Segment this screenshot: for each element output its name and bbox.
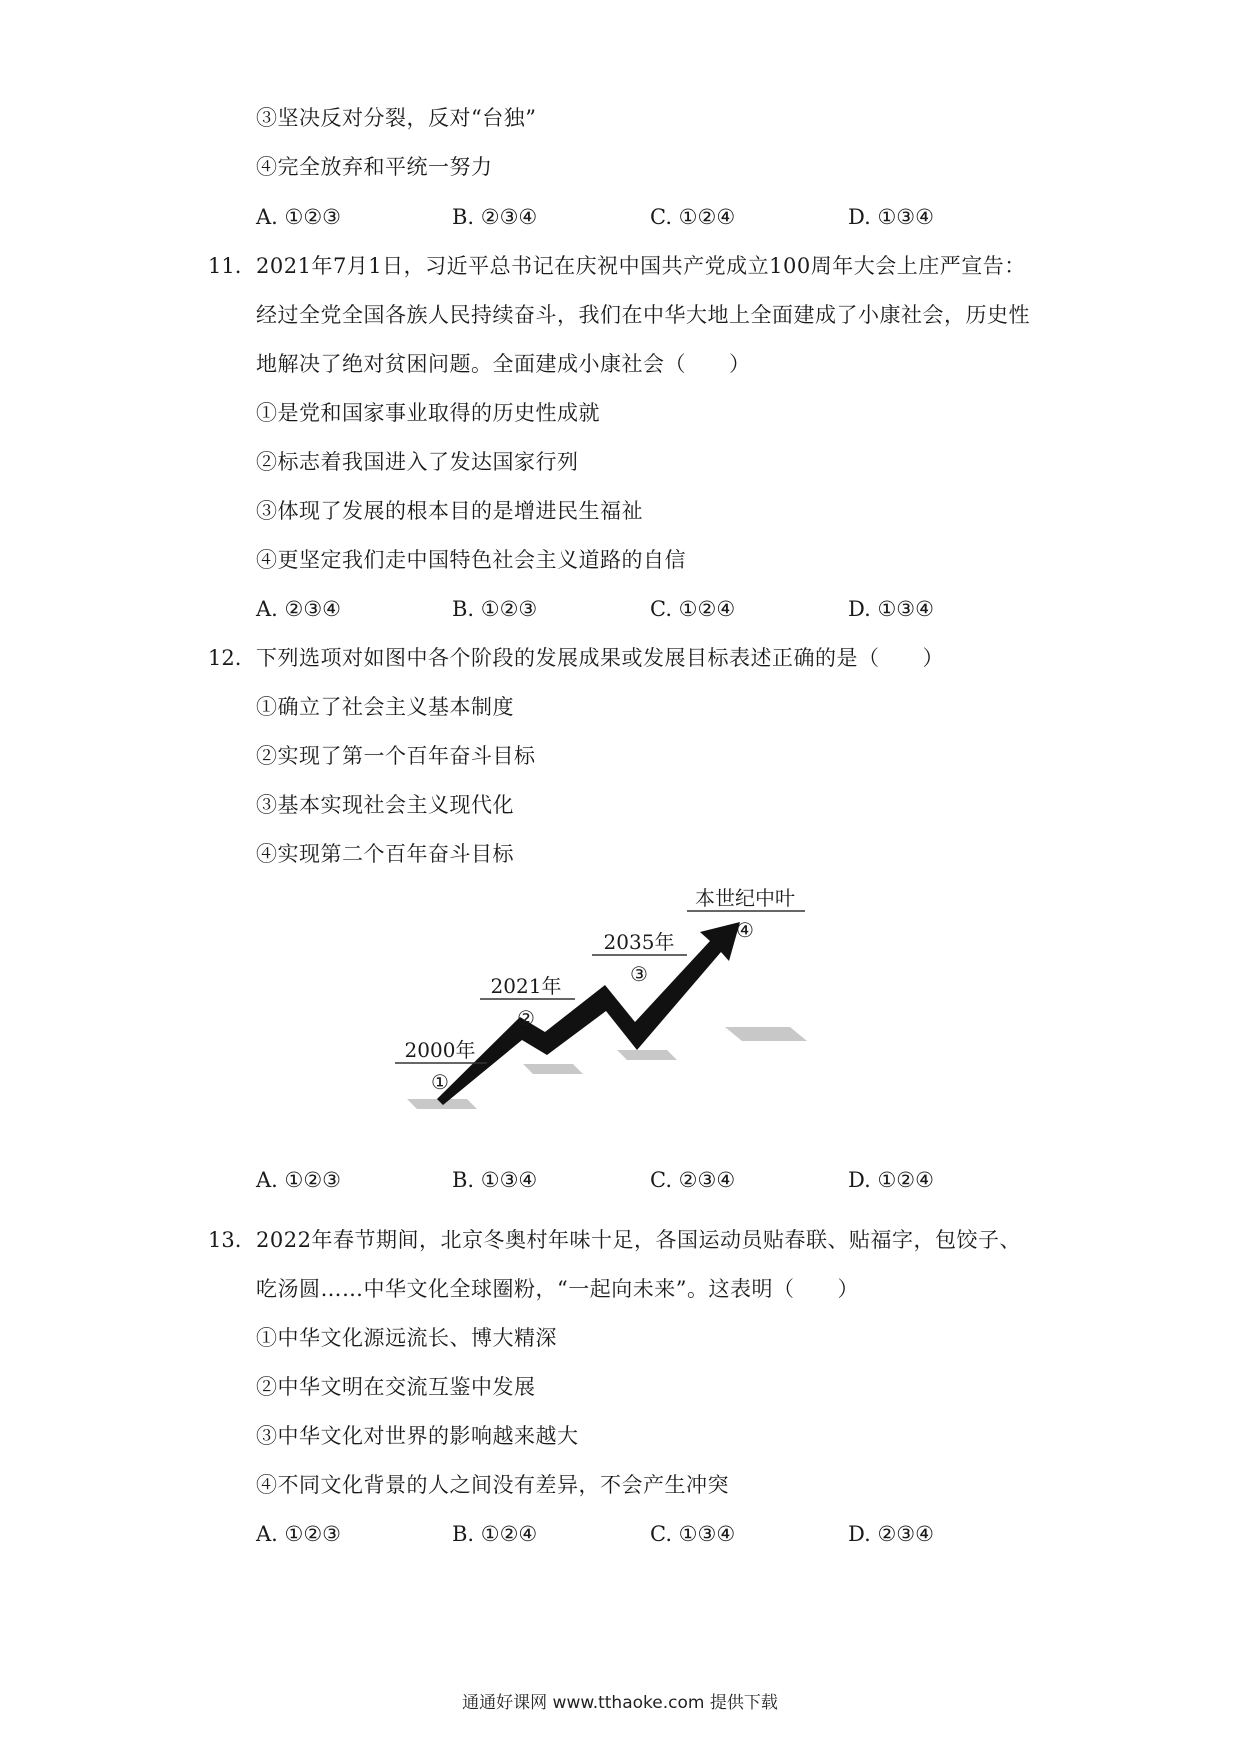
q10-option-d: D. ①③④ (848, 205, 934, 229)
q11-stem-line-3: 地解决了绝对贫困问题。全面建成小康社会（ ） (256, 352, 751, 376)
q12-option-d: D. ①②④ (848, 1168, 934, 1192)
q12-item-3: ③基本实现社会主义现代化 (256, 793, 514, 817)
q11-number: 11. (208, 254, 242, 278)
q12-stem-line-1: 下列选项对如图中各个阶段的发展成果或发展目标表述正确的是（ ） (256, 646, 944, 670)
q10-option-a: A. ①②③ (256, 205, 341, 229)
q11-option-c: C. ①②④ (650, 597, 736, 621)
stage-1-label: 2000年 (404, 1038, 476, 1062)
stage-3-label: 2035年 (603, 930, 675, 954)
step-shadow-2 (523, 1064, 583, 1074)
q11-stem-line-1: 2021年7月1日，习近平总书记在庆祝中国共产党成立100周年大会上庄严宣告： (256, 254, 1026, 278)
q12-options (256, 1166, 1016, 1194)
q13-option-c: C. ①③④ (650, 1522, 736, 1546)
q12-option-b: B. ①③④ (452, 1168, 538, 1192)
q10-item-3: ③坚决反对分裂，反对“台独” (256, 106, 537, 130)
q11-item-1: ①是党和国家事业取得的历史性成就 (256, 401, 600, 425)
q13-item-3: ③中华文化对世界的影响越来越大 (256, 1424, 579, 1448)
q11-item-4: ④更坚定我们走中国特色社会主义道路的自信 (256, 548, 686, 572)
stage-2-mark: ② (517, 1006, 535, 1030)
q11-option-a: A. ②③④ (256, 597, 341, 621)
q10-options (256, 203, 1016, 231)
q13-number: 13. (208, 1228, 242, 1252)
q12-item-4: ④实现第二个百年奋斗目标 (256, 842, 514, 866)
q13-item-4: ④不同文化背景的人之间没有差异，不会产生冲突 (256, 1473, 729, 1497)
q13-stem-line-2: 吃汤圆……中华文化全球圈粉，“一起向未来”。这表明（ ） (256, 1277, 859, 1301)
q11-option-d: D. ①③④ (848, 597, 934, 621)
q13-option-a: A. ①②③ (256, 1522, 341, 1546)
development-stages-figure (395, 877, 860, 1117)
q11-stem-line-2: 经过全党全国各族人民持续奋斗，我们在中华大地上全面建成了小康社会，历史性 (256, 303, 1030, 327)
q13-item-1: ①中华文化源远流长、博大精深 (256, 1326, 557, 1350)
stage-3-mark: ③ (630, 962, 648, 986)
growth-arrow (437, 922, 740, 1105)
stage-4-mark: ④ (736, 918, 754, 942)
q10-option-c: C. ①②④ (650, 205, 736, 229)
q12-option-c: C. ②③④ (650, 1168, 736, 1192)
q13-option-b: B. ①②④ (452, 1522, 538, 1546)
q12-option-a: A. ①②③ (256, 1168, 341, 1192)
q13-stem-line-1: 2022年春节期间，北京冬奥村年味十足，各国运动员贴春联、贴福字，包饺子、 (256, 1228, 1021, 1252)
q10-option-b: B. ②③④ (452, 205, 538, 229)
q12-item-1: ①确立了社会主义基本制度 (256, 695, 514, 719)
q13-options (256, 1520, 1016, 1548)
q13-option-d: D. ②③④ (848, 1522, 934, 1546)
q11-option-b: B. ①②③ (452, 597, 538, 621)
q13-item-2: ②中华文明在交流互鉴中发展 (256, 1375, 536, 1399)
q11-options (256, 595, 1016, 623)
stage-1-mark: ① (431, 1070, 449, 1094)
q12-number: 12. (208, 646, 242, 670)
page-footer: 通通好课网 www.tthaoke.com 提供下载 (462, 1693, 778, 1713)
stage-4-label: 本世纪中叶 (695, 886, 795, 910)
step-shadow-3 (617, 1050, 677, 1060)
stage-2-label: 2021年 (490, 974, 562, 998)
q12-item-2: ②实现了第一个百年奋斗目标 (256, 744, 536, 768)
q10-item-4: ④完全放弃和平统一努力 (256, 155, 493, 179)
q11-item-3: ③体现了发展的根本目的是增进民生福祉 (256, 499, 643, 523)
q11-item-2: ②标志着我国进入了发达国家行列 (256, 450, 579, 474)
step-shadow-4 (725, 1027, 807, 1041)
